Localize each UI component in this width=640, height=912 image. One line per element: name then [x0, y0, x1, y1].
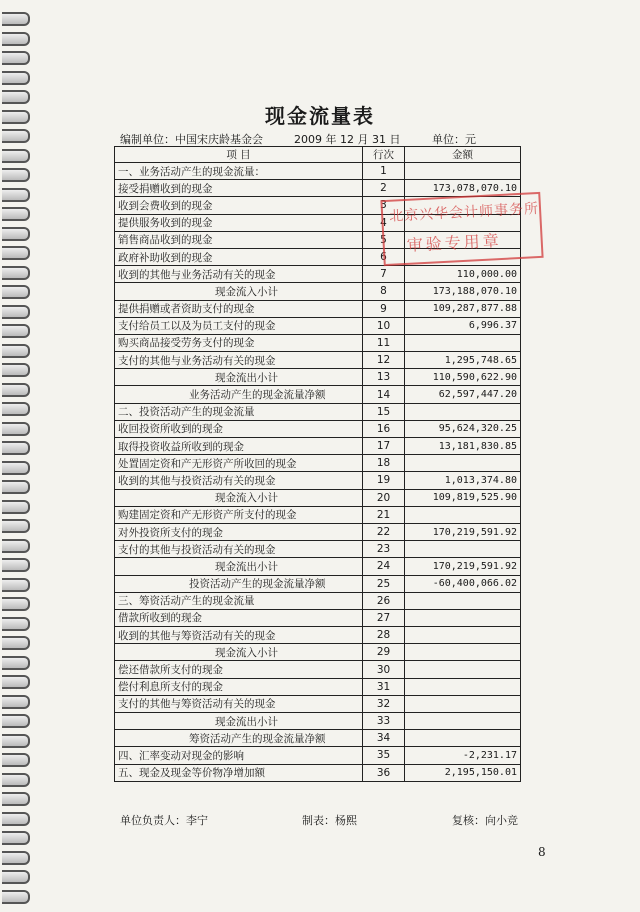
row-amount: [405, 163, 521, 180]
table-row: [115, 730, 521, 747]
binding-ring: [2, 51, 30, 65]
row-amount: [405, 506, 521, 523]
binding-ring: [2, 519, 30, 533]
spiral-binding: [0, 0, 34, 912]
table-row: [115, 180, 521, 197]
table-header-row: [115, 147, 521, 163]
stamp-line2: 审验专用章: [406, 230, 503, 255]
row-line: 35: [363, 747, 405, 764]
table-row: [115, 558, 521, 575]
row-item: 现金流出小计: [115, 369, 363, 386]
table-row: [115, 713, 521, 730]
row-amount: [405, 455, 521, 472]
binding-ring: [2, 636, 30, 650]
row-line: 21: [363, 506, 405, 523]
table-row: [115, 403, 521, 420]
binding-ring: [2, 227, 30, 241]
binding-ring: [2, 831, 30, 845]
row-line: 27: [363, 609, 405, 626]
row-item: 筹资活动产生的现金流量净额: [115, 730, 363, 747]
binding-ring: [2, 246, 30, 260]
binding-ring: [2, 32, 30, 46]
table-row: [115, 438, 521, 455]
stamp-line1: 北京兴华会计师事务所: [388, 200, 540, 225]
binding-ring: [2, 207, 30, 221]
binding-ring: [2, 12, 30, 26]
row-amount: [405, 541, 521, 558]
table-row: [115, 317, 521, 334]
row-amount: 110,590,622.90: [405, 369, 521, 386]
row-line: 20: [363, 489, 405, 506]
row-item: 处置固定资和产无形资产所收回的现金: [115, 455, 363, 472]
header-line: 行次: [363, 147, 405, 163]
binding-ring: [2, 441, 30, 455]
binding-ring: [2, 656, 30, 670]
row-item: 偿还借款所支付的现金: [115, 661, 363, 678]
row-item: 收到会费收到的现金: [115, 197, 363, 214]
row-item: 销售商品收到的现金: [115, 231, 363, 248]
row-item: 购买商品接受劳务支付的现金: [115, 334, 363, 351]
table-row: [115, 644, 521, 661]
binding-ring: [2, 753, 30, 767]
row-amount: [405, 334, 521, 351]
row-amount: [405, 403, 521, 420]
row-line: 36: [363, 764, 405, 781]
row-item: 政府补助收到的现金: [115, 248, 363, 265]
row-line: 4: [363, 214, 405, 231]
row-item: 现金流入小计: [115, 489, 363, 506]
table-row: [115, 369, 521, 386]
table-row: [115, 678, 521, 695]
binding-ring: [2, 402, 30, 416]
row-amount: [405, 730, 521, 747]
binding-ring: [2, 188, 30, 202]
table-row: [115, 300, 521, 317]
unit-label: 单位：元: [432, 133, 476, 146]
binding-ring: [2, 422, 30, 436]
row-item: 支付的其他与投资活动有关的现金: [115, 541, 363, 558]
row-item: 偿付利息所支付的现金: [115, 678, 363, 695]
page-title: 现金流量表: [265, 104, 375, 128]
row-line: 10: [363, 317, 405, 334]
row-line: 8: [363, 283, 405, 300]
row-line: 26: [363, 592, 405, 609]
row-item: 提供捐赠或者资助支付的现金: [115, 300, 363, 317]
row-line: 2: [363, 180, 405, 197]
row-item: 购建固定资和产无形资产所支付的现金: [115, 506, 363, 523]
table-row: [115, 266, 521, 283]
row-line: 30: [363, 661, 405, 678]
row-line: 29: [363, 644, 405, 661]
row-line: 25: [363, 575, 405, 592]
row-amount: 1,013,374.80: [405, 472, 521, 489]
row-amount: [405, 678, 521, 695]
row-line: 9: [363, 300, 405, 317]
row-item: 二、投资活动产生的现金流量: [115, 403, 363, 420]
row-item: 对外投资所支付的现金: [115, 523, 363, 540]
audit-stamp: [380, 192, 543, 266]
binding-ring: [2, 324, 30, 338]
binding-ring: [2, 597, 30, 611]
row-amount: [405, 609, 521, 626]
binding-ring: [2, 285, 30, 299]
binding-ring: [2, 149, 30, 163]
row-item: 现金流入小计: [115, 644, 363, 661]
row-item: 接受捐赠收到的现金: [115, 180, 363, 197]
row-amount: -2,231.17: [405, 747, 521, 764]
row-line: 22: [363, 523, 405, 540]
row-amount: 173,188,070.10: [405, 283, 521, 300]
table-row: [115, 592, 521, 609]
binding-ring: [2, 363, 30, 377]
table-row: [115, 283, 521, 300]
binding-ring: [2, 890, 30, 904]
binding-ring: [2, 500, 30, 514]
row-item: 一、业务活动产生的现金流量：: [115, 163, 363, 180]
table-row: [115, 627, 521, 644]
table-row: [115, 541, 521, 558]
table-row: [115, 764, 521, 781]
row-line: 32: [363, 695, 405, 712]
table-row: [115, 472, 521, 489]
row-line: 15: [363, 403, 405, 420]
row-line: 34: [363, 730, 405, 747]
table-row: [115, 352, 521, 369]
table-row: [115, 455, 521, 472]
binding-ring: [2, 480, 30, 494]
row-line: 3: [363, 197, 405, 214]
row-item: 支付给员工以及为员工支付的现金: [115, 317, 363, 334]
row-item: 收回投资所收到的现金: [115, 420, 363, 437]
row-amount: [405, 644, 521, 661]
binding-ring: [2, 71, 30, 85]
binding-ring: [2, 734, 30, 748]
binding-ring: [2, 461, 30, 475]
binding-ring: [2, 578, 30, 592]
row-item: 取得投资收益所收到的现金: [115, 438, 363, 455]
header-item: 项 目: [115, 147, 363, 163]
row-amount: 170,219,591.92: [405, 558, 521, 575]
row-item: 现金流出小计: [115, 558, 363, 575]
row-line: 24: [363, 558, 405, 575]
binding-ring: [2, 870, 30, 884]
row-amount: [405, 713, 521, 730]
header-amount: 金额: [405, 147, 521, 163]
footer-head: 单位负责人：李宁: [120, 814, 208, 827]
binding-ring: [2, 129, 30, 143]
row-item: 支付的其他与业务活动有关的现金: [115, 352, 363, 369]
report-date: 2009 年 12 月 31 日: [294, 133, 401, 146]
row-line: 14: [363, 386, 405, 403]
row-line: 18: [363, 455, 405, 472]
row-amount: 1,295,748.65: [405, 352, 521, 369]
binding-ring: [2, 812, 30, 826]
table-row: [115, 575, 521, 592]
row-item: 提供服务收到的现金: [115, 214, 363, 231]
row-amount: 2,195,150.01: [405, 764, 521, 781]
binding-ring: [2, 305, 30, 319]
binding-ring: [2, 695, 30, 709]
table-row: [115, 420, 521, 437]
page-number: 8: [538, 845, 546, 859]
binding-ring: [2, 558, 30, 572]
table-row: [115, 386, 521, 403]
row-line: 31: [363, 678, 405, 695]
row-line: 19: [363, 472, 405, 489]
table-row: [115, 609, 521, 626]
row-amount: [405, 627, 521, 644]
binding-ring: [2, 675, 30, 689]
row-amount: [405, 592, 521, 609]
row-line: 23: [363, 541, 405, 558]
binding-ring: [2, 539, 30, 553]
table-row: [115, 506, 521, 523]
row-item: 业务活动产生的现金流量净额: [115, 386, 363, 403]
row-line: 13: [363, 369, 405, 386]
row-item: 收到的其他与投资活动有关的现金: [115, 472, 363, 489]
row-line: 1: [363, 163, 405, 180]
row-amount: -60,400,066.02: [405, 575, 521, 592]
row-line: 28: [363, 627, 405, 644]
row-amount: 109,287,877.88: [405, 300, 521, 317]
table-row: [115, 334, 521, 351]
row-line: 12: [363, 352, 405, 369]
row-item: 四、汇率变动对现金的影响: [115, 747, 363, 764]
row-line: 17: [363, 438, 405, 455]
row-item: 五、现金及现金等价物净增加额: [115, 764, 363, 781]
row-item: 三、筹资活动产生的现金流量: [115, 592, 363, 609]
binding-ring: [2, 773, 30, 787]
row-item: 投资活动产生的现金流量净额: [115, 575, 363, 592]
row-line: 11: [363, 334, 405, 351]
row-amount: [405, 661, 521, 678]
row-amount: 110,000.00: [405, 266, 521, 283]
row-amount: 6,996.37: [405, 317, 521, 334]
footer-preparer: 制表：杨熙: [302, 814, 357, 827]
row-amount: 62,597,447.20: [405, 386, 521, 403]
binding-ring: [2, 851, 30, 865]
row-item: 支付的其他与筹资活动有关的现金: [115, 695, 363, 712]
org-label: 编制单位：中国宋庆龄基金会: [120, 133, 263, 146]
binding-ring: [2, 344, 30, 358]
row-item: 现金流出小计: [115, 713, 363, 730]
table-row: [115, 747, 521, 764]
table-row: [115, 489, 521, 506]
row-line: 5: [363, 231, 405, 248]
table-row: [115, 163, 521, 180]
row-item: 借款所收到的现金: [115, 609, 363, 626]
row-line: 6: [363, 248, 405, 265]
binding-ring: [2, 714, 30, 728]
row-item: 收到的其他与筹资活动有关的现金: [115, 627, 363, 644]
row-amount: 170,219,591.92: [405, 523, 521, 540]
row-line: 33: [363, 713, 405, 730]
row-item: 收到的其他与业务活动有关的现金: [115, 266, 363, 283]
row-amount: [405, 695, 521, 712]
row-amount: 109,819,525.90: [405, 489, 521, 506]
row-item: 现金流入小计: [115, 283, 363, 300]
row-amount: 173,078,070.10: [405, 180, 521, 197]
row-amount: 95,624,320.25: [405, 420, 521, 437]
binding-ring: [2, 168, 30, 182]
binding-ring: [2, 383, 30, 397]
binding-ring: [2, 792, 30, 806]
binding-ring: [2, 266, 30, 280]
row-amount: 13,181,830.85: [405, 438, 521, 455]
table-row: [115, 523, 521, 540]
row-line: 16: [363, 420, 405, 437]
table-row: [115, 661, 521, 678]
binding-ring: [2, 617, 30, 631]
row-line: 7: [363, 266, 405, 283]
table-row: [115, 695, 521, 712]
footer-reviewer: 复核：向小竞: [452, 814, 518, 827]
